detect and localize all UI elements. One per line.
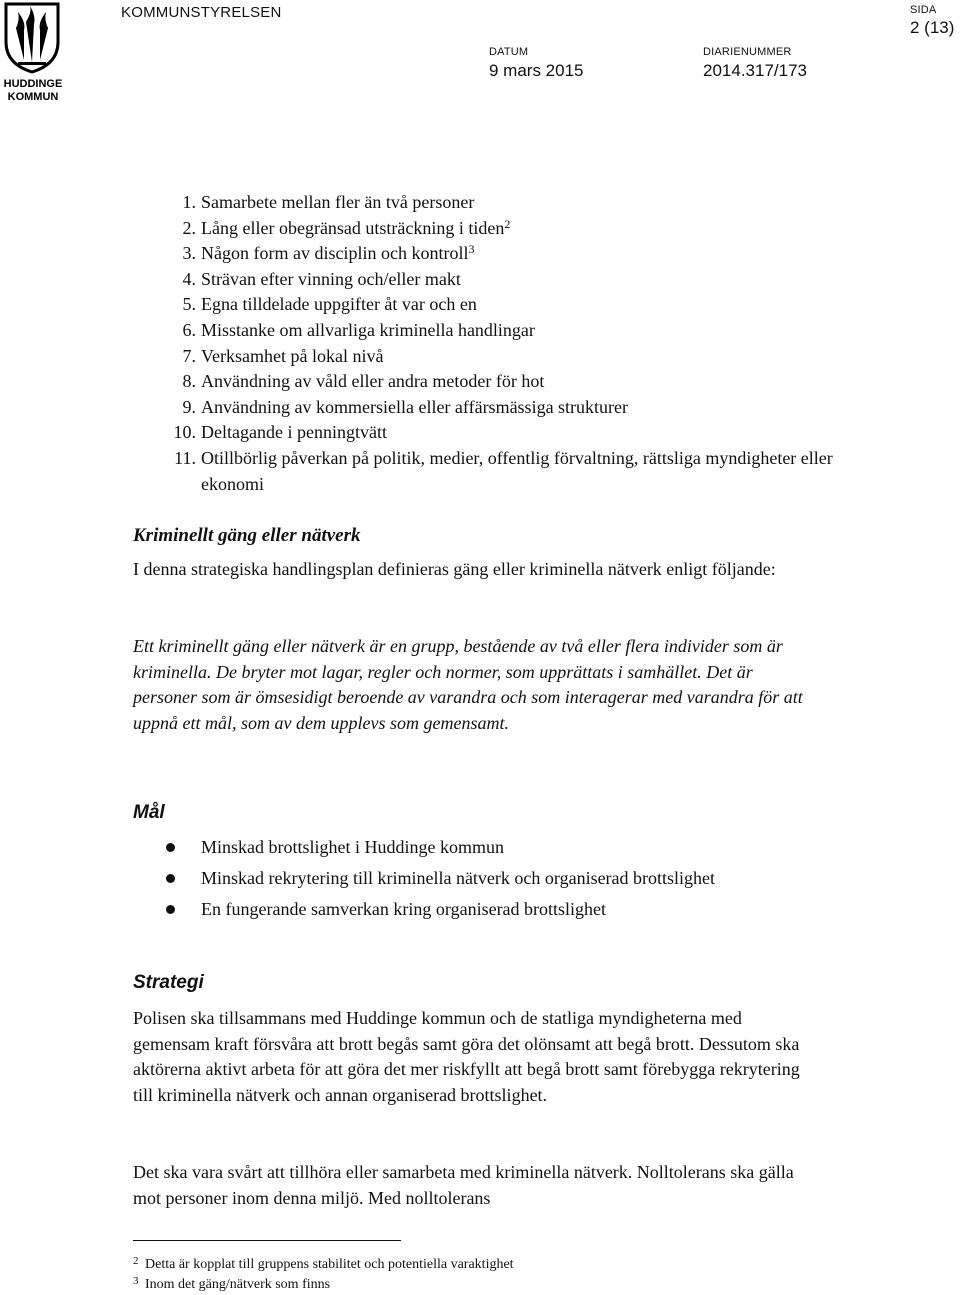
registry-number-label: DIARIENUMMER (703, 46, 792, 58)
list-item: 10. Deltagande i penningtvätt (173, 422, 387, 443)
list-item: 8. Användning av våld eller andra metoder för hot (182, 371, 545, 392)
gang-definition-paragraph: Ett kriminellt gäng eller nätverk är en grupp, bestående av två eller flera individer som är kriminella. De bryter mot lagar, regler och normer, som upprättats i samhället. Det är personer som är ömsesidigt beroende av varandra och som interagerar med varandra för att uppnå ett mål, som av dem upplevs som gemensamt. (133, 636, 803, 733)
list-item: 5. Egna tilldelade uppgifter åt var och en (182, 294, 477, 315)
list-item: Minskad rekrytering till kriminella nätverk och organiserad brottslighet (160, 864, 761, 892)
page-label: SIDA (910, 4, 937, 16)
list-item: 7. Verksamhet på lokal nivå (182, 345, 384, 366)
goals-heading: Mål (133, 802, 165, 823)
list-item: 6. Misstanke om allvarliga kriminella handlingar (182, 319, 535, 340)
footnote-divider (133, 1240, 401, 1241)
bullet-icon (160, 895, 201, 923)
date-value: 9 mars 2015 (489, 61, 584, 80)
footnote-ref-2[interactable]: 2 (504, 216, 511, 231)
footnote-2: 2 Detta är kopplat till gruppens stabilitet och potentiella varaktighet (133, 1255, 514, 1272)
strategy-heading: Strategi (133, 972, 204, 993)
footnote-3: 3 Inom det gäng/nätverk som finns (133, 1275, 331, 1292)
goals-list (160, 833, 761, 926)
organization-name: KOMMUNSTYRELSEN (121, 4, 282, 21)
date-label: DATUM (489, 46, 529, 58)
coat-of-arms-icon (4, 2, 60, 74)
bullet-icon (160, 864, 201, 892)
list-item: Minskad brottslighet i Huddinge kommun (160, 833, 761, 861)
gang-section-heading: Kriminellt gäng eller nätverk (133, 525, 361, 546)
footnote-ref-3[interactable]: 3 (468, 242, 475, 257)
list-item: 1. Samarbete mellan fler än två personer (182, 192, 475, 212)
list-item: 4. Strävan efter vinning och/eller makt (182, 268, 461, 289)
logo-text-line2: KOMMUN (7, 91, 59, 103)
list-item: 2. Lång eller obegränsad utsträckning i tiden$^2$ (182, 216, 511, 238)
list-item: 11. Otillbörlig påverkan på politik, medier, offentlig förvaltning, rättsliga myndigheter eller ekonomi (174, 447, 833, 494)
bullet-icon (160, 833, 201, 861)
list-item: 3. Någon form av disciplin och kontroll$^3$ (182, 242, 475, 264)
strategy-paragraph-2: Det ska vara svårt att tillhöra eller samarbeta med kriminella nätverk. Nolltolerans ska gälla mot personer inom denna miljö. Med nolltolerans (133, 1162, 794, 1208)
page-number: 2 (13) (910, 18, 955, 37)
list-item: 9. Användning av kommersiella eller affärsmässiga strukturer (182, 396, 629, 417)
registry-number-value: 2014.317/173 (703, 61, 807, 80)
gang-intro-paragraph: I denna strategiska handlingsplan definieras gäng eller kriminella nätverk enligt följande: (133, 559, 776, 579)
logo-text-line1: HUDDINGE (3, 78, 63, 90)
strategy-paragraph-1: Polisen ska tillsammans med Huddinge kommun och de statliga myndigheterna med gemensam kraft försvåra att brott begås samt göra det olönsamt att begå brott. Dessutom ska aktörerna aktivt arbeta för att göra det mer riskfyllt att begå brott samt förebygga rekrytering till kriminella nätverk och annan organiserad brottslighet. (133, 1008, 800, 1105)
municipality-logo (0, 0, 66, 108)
list-item: En fungerande samverkan kring organiserad brottslighet (160, 895, 761, 923)
criteria-list (133, 190, 921, 497)
